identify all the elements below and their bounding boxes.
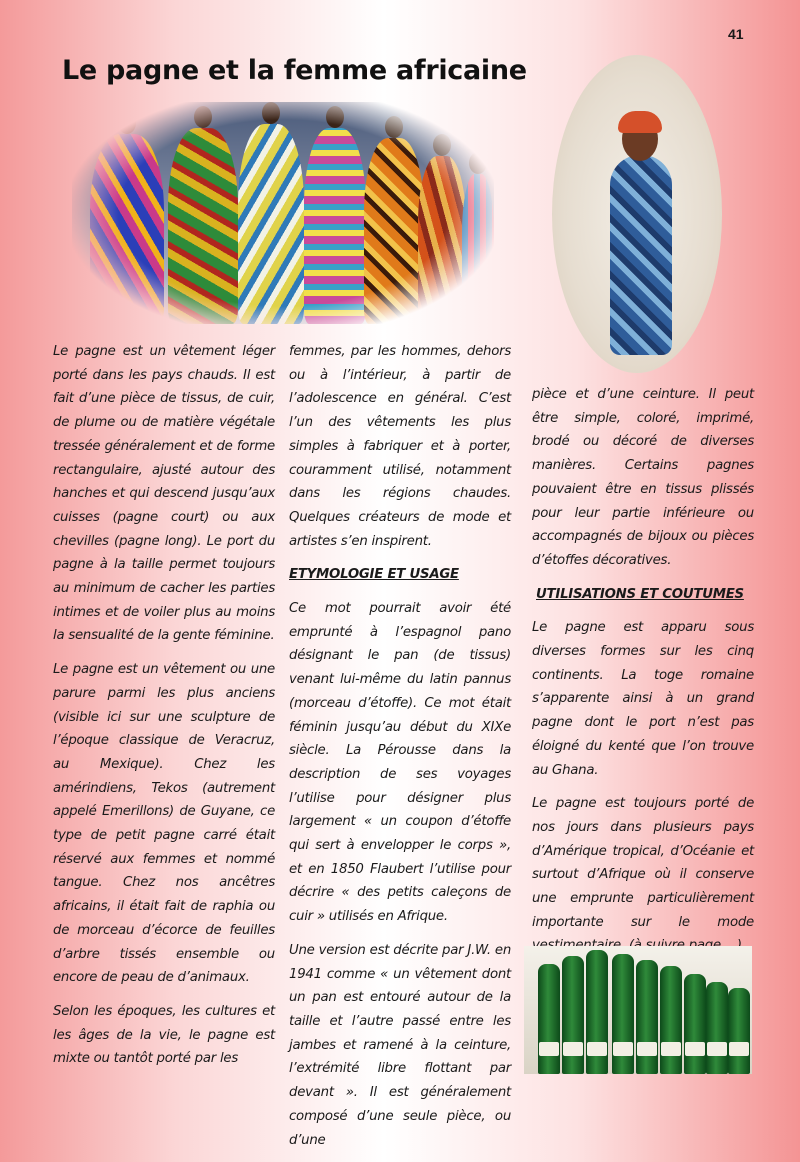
model-figure (364, 138, 424, 324)
section-heading-utilisations: UTILISATIONS ET COUTUMES (536, 586, 744, 602)
paragraph: femmes, par les hommes, dehors ou à l’intérieur, à partir de l’adolescence en général. C’est l’un des vêtements les plus simples à fabriquer et à porter, couramment utilisé, notamment dans les régions chaudes. Quelques créateurs de mode et artistes s’en inspirent. (289, 344, 511, 549)
text-column-1 (53, 340, 275, 1081)
paragraph: Selon les époques, les cultures et les âges de la vie, le pagne est mixte ou tantôt porté par les (53, 1003, 275, 1067)
bottle (636, 960, 658, 1074)
portrait-hair (618, 111, 662, 133)
section-heading-etymologie: ETYMOLOGIE ET USAGE (289, 567, 459, 583)
paragraph: Le pagne est un vêtement léger porté dans les pays chauds. Il est fait d’une pièce de tissus, de cuir, de plume ou de matière végétale tressée généralement et de forme rectangulaire, ajusté autour des hanches et qui descend jusqu’aux cuisses (pagne court) ou aux chevilles (pagne long). Le port du pagne à la taille permet toujours au minimum de cacher les parties intimes et de voiler plus au moins la sensualité de la gente féminine. (53, 344, 275, 644)
bottle (728, 988, 750, 1074)
bottle (684, 974, 706, 1074)
model-figure (168, 128, 238, 324)
text-column-3 (532, 383, 754, 968)
bottle (706, 982, 728, 1074)
paragraph: Une version est décrite par J.W. en 1941 comme « un vêtement dont un pan est entouré autour de la taille et l’autre passé entre les jambes et ramené à la ceinture, l’extrémité libre flottant par devant ». Il est généralement composé d’une seule pièce, ou d’une (289, 942, 511, 1148)
model-figure (304, 128, 366, 324)
bottle (612, 954, 634, 1074)
paragraph: pièce et d’une ceinture. Il peut être simple, coloré, imprimé, brodé ou décoré de diverses manières. Certains pagnes pouvaient être en tissus plissés pour leur partie inférieure ou accompagnés de bijoux ou pièces d’étoffes décoratives. (532, 387, 754, 568)
paragraph: Ce mot pourrait avoir été emprunté à l’espagnol pano désignant le pan (de tissus) venant lui-même du latin pannus (morceau d’étoffe). Ce mot était féminin jusqu’au début du XIXe siècle. La Pérousse dans la description de ses voyages l’utilise pour désigner plus largement « un coupon d’étoffe qui sert à envelopper le corps », et en 1850 Flaubert l’utilise pour décrire « des petits caleçons de cuir » utilisés en Afrique. (289, 601, 511, 925)
paragraph: Le pagne est un vêtement ou une parure parmi les plus anciens (visible ici sur une sculpture de l’époque classique de Veracruz, au Mexique). Chez les amérindiens, Tekos (autrement appelé Emerillons) de Guyane, ce type de petit pagne carré était réservé aux femmes et nommé tangue. Chez nos ancêtres africains, il était fait de raphia ou de morceau d’écorce de feuilles d’arbre tissés ensemble ou encore de peau de d’animaux. (53, 662, 275, 986)
page-title: Le pagne et la femme africaine (62, 55, 527, 86)
fashion-runway-photo (72, 102, 494, 324)
portrait-dress (610, 155, 672, 355)
bottle (660, 966, 682, 1074)
model-figure (462, 174, 494, 324)
bottle (586, 950, 608, 1074)
model-figure (90, 134, 164, 324)
bottle (562, 956, 584, 1074)
bottle (538, 964, 560, 1074)
beer-bottles-photo (524, 946, 752, 1074)
model-figure (238, 124, 304, 324)
model-figure (418, 156, 466, 324)
page-number: 41 (728, 26, 744, 42)
paragraph: Le pagne est toujours porté de nos jours dans plusieurs pays d’Amérique tropical, d’Océanie et surtout d’Afrique où il conserve une emprunte particulièrement importante sur le mode (532, 796, 754, 930)
text-column-2 (289, 340, 511, 1162)
woman-portrait-photo (552, 55, 722, 373)
paragraph: Le pagne est apparu sous diverses formes sur les cinq continents. La toge romaine s’apparente ainsi à un grand pagne dont le port n’est pas éloigné du kenté que l’on trouve au Ghana. (532, 620, 754, 778)
